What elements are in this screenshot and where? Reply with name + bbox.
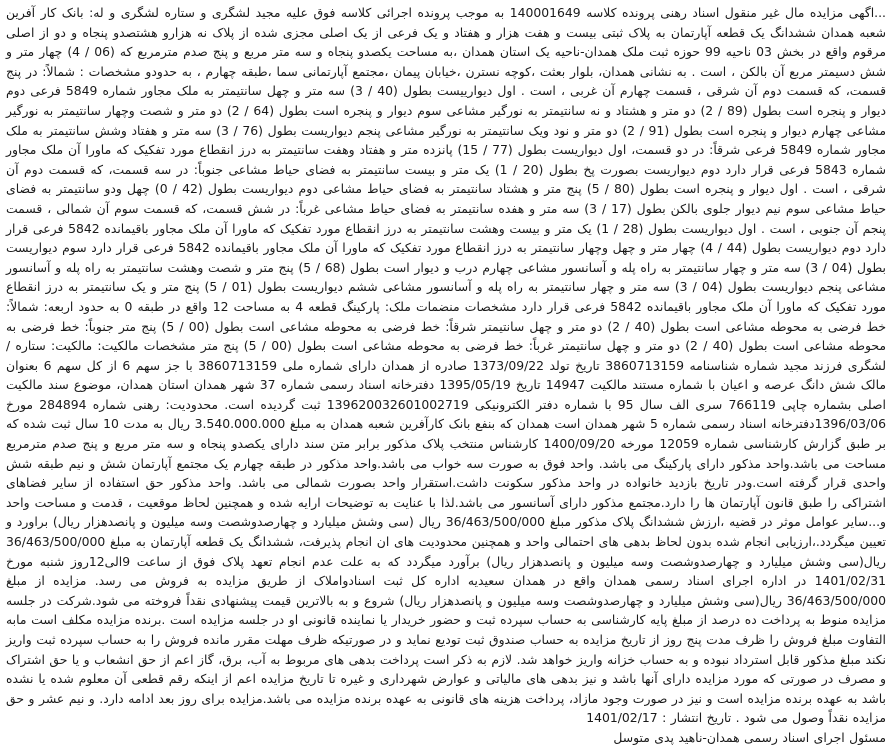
notice-body: ...اگهی مزایده مال غیر منقول اسناد رهنی پرونده کلاسه 140001649 به موجب پرونده اجرائی کلاسه فوق علیه مجید لشگری و ستاره لشگری و له: بانک کار آفرین شعبه همدان ششدانگ یک قطعه آپارتمان به پلاک ثبتی بیست و هفت هزار و هفتاد و یک فرعی از یک اصلی مجزی شده از پلاک نه هزارو هشتصدو پنجاه و دو از اصلی مرقوم واقع در بخش 03 ناحیه 99 حوزه ثبت ملک همدان-ناحیه یک استان همدان ،به مساحت یکصدو پنجاه و سه متر مربع و پنج صدم مترمربع که (06 / 4) چهار متر و شش دسیمتر مربع آن بالکن ، است . به نشانی همدان، بلوار بعثت ،کوچه نسترن ،خیابان پیمان ،مجتمع آپارتمانی سما ،طبقه چهارم ، به حدودو مشخصات : شمالاً: در پنج قسمت، که قسمت دوم آن شرقی ، قسمت چهارم آن غربی ، است . اول دیوارییست بطول (40 / 3) سه متر و چهل سانتیمتر به ملک مجاور شماره 5849 فرعی دوم دیوار و پنجره است بطول (89 / 2) دو متر و هشتاد و نه سانتیمتر به نورگیر مشاعی سوم دیوار و پنجره است بطول (64 / 2) دو متر و شصت وچهار سانتیمتر به نورگیر مشاعی چهارم دیوار و پنجره است بطول (91 / 2) دو متر و نود ویک سانتیمتر به نورگیر مشاعی پنجم دیواریست بطول (76 / 3) سه متر و هفتاد وشش سانتیمتر به ملک مجاور شماره 5849 فرعی شرقاً: در دو قسمت، اول دیواریست بطول (77 / 15) پانزده متر و هفتاد وهفت سانتیمتر به درز انقطاع مورد تفکیک که ماورا آن ملک مجاور شماره 5843 فرعی قرار دارد دوم دیواریست بصورت پخ بطول (20 / 1) یک متر و بیست سانتیمتر به فضای حیاط مشاعی جنوباً: در سه قسمت، که قسمت دوم آن شرقی ، است . اول دیوار و پنجره است بطول (80 / 5) پنج متر و هشتاد سانتیمتر به فضای حیاط مشاعی دوم دیواریست بطول (42 / 0) چهل ودو سانتیمتر به فضای حیاط مشاعی سوم نیم دیوار جلوی بالکن بطول (17 / 3) سه متر و هفده سانتیمتر به فضای حیاط مشاعی غرباً: در شش قسمت، که قسمت سوم آن شمالی ، قسمت پنجم آن جنوبی ، است . اول دیواریست بطول (28 / 1) یک متر و بیست وهشت سانتیمتر به درز انقطاع مورد تفکیک که ماورا آن ملک مجاور باقیمانده 5842 فرعی قرار دارد دوم دیواریست بطول (44 / 4) چهار متر و چهل وچهار سانتیمتر به درز انقطاع مورد تفکیک که ماورا آن ملک مجاور باقیمانده 5842 فرعی قرار دارد سوم دیواریست بطول (04 / 3) سه متر و چهار سانتیمتر به راه پله و آسانسور مشاعی چهارم درب و دیوار است بطول (68 / 5) پنج متر و شصت وهشت سانتیمتر به راه پله و آسانسور مشاعی پنجم دیواریست بطول (04 / 3) سه متر و چهار سانتیمتر به راه پله و آسانسور مشاعی ششم دیواریست بطول (01 / 5) پنج متر و یک سانتیمتر به درز انقطاع مورد تفکیک که ماورا آن ملک مجاور باقیمانده 5842 فرعی قرار دارد مشخصات منضمات ملک: پارکینگ قطعه 4 به مساحت 12 واقع در طبقه 0 به حدود اربعه: شمالاً: خط فرضی به محوطه مشاعی است بطول (40 / 2) دو متر و چهل سانتیمتر شرقاً: خط فرضی به محوطه مشاعی است بطول (00 / 5) پنج متر جنوباً: خط فرضی به محوطه مشاعی است بطول (40 / 2) دو متر و چهل سانتیمتر غرباً: خط فرضی به محوطه مشاعی است بطول (00 / 5) پنج متر مشخصات مالکیت: مالکیت: ستاره / لشگری فرزند مجید شماره شناسنامه 3860713159 تاریخ تولد 1373/09/22 صادره از همدان دارای شماره ملی 3860713159 با جز سهم 6 از کل سهم 6 بعنوان مالک شش دانگ عرصه و اعیان با شماره مستند مالکیت 14947 تاریخ 1395/05/19 دفترخانه اسناد رسمی شماره 37 شهر همدان استان همدان، موضوع سند مالکیت اصلی بشماره چاپی 766119 سری الف سال 95 با شماره دفتر الکترونیکی 139620032601002719 ثبت گردیده است. محدودیت: رهنی شماره 284894 مورخ 1396/03/06دفترخانه اسناد رسمی شماره 5 شهر همدان است همدان که بنفع بانک کارآفرین شعبه همدان به مبلغ 3.540.000.000 ریال به مدت 10 سال ثبت شده که بر طبق گزارش کارشناسی شماره 12059 مورخه 1400/09/20 کارشناس منتخب پلاک مذکور برابر متن سند دارای یکصدو پنجاه و سه متر مربع و پنج صدم مترمربع مساحت می باشد.واحد مذکور دارای پارکینگ می باشد. واحد فوق به صورت سه خواب می باشد.واحد مذکور در طبقه چهارم یک مجتمع آپارتمان شش و نیم طبقه شش واحدی قرار گرفته است.ودر تاریخ بازدید خانواده در واحد مذکور سکونت داشت.استقرار واحد بصورت شمالی می باشد. واحد مذکور حق استفاده از سایر فضاهای اشتراکی را طبق قانون آپارتمان ها را دارد.مجتمع مذکور دارای آسانسور می باشد.لذا با عنایت به توضیحات ارایه شده و همچنین لحاظ موقعیت ، قدمت و مساحت واحد و...سایر عوامل موثر در قضیه ،ارزش ششدانگ پلاک مذکور مبلغ 36/463/500/000 ریال (سی وشش میلیارد و چهارصدوشصت وسه میلیون و پانصدهزار ریال) براورد و تعیین میگردد.،ارزیابی انجام شده بدون لحاظ بدهی های احتمالی واحد و همچنین محدودیت های ان انجام پذیرفت، ششدانگ یک قطعه آپارتمان به مبلغ 36/463/500/000 ریال(سی وشش میلیارد و چهارصدوشصت وسه میلیون و پانصدهزار ریال) برآورد میگردد که به علت عدم انجام تعهد پلاک فوق از ساعت 9الی12روز شنبه مورخ 1401/02/31 در اداره اجرای اسناد رسمی همدان واقع در همدان سعیدیه اداره کل ثبت اسنادواملاک از طریق مزایده به فروش می رسد. مزایده از مبلغ 36/463/500/000 ریال(سی وشش میلیارد و چهارصدوشصت وسه میلیون و پانصدهزار ریال) شروع و به بالاترین قیمت پیشنهادی نقداً فروخته می شود.شرکت در جلسه مزایده منوط به پرداخت ده درصد از مبلغ پایه کارشناسی به حساب سپرده ثبت و حضور خریدار یا نماینده قانونی او در جلسه مزایده است .برنده مزایده مکلف است مابه التفاوت مبلغ فروش را ظرف مدت پنج روز از تاریخ مزایده به حساب صندوق ثبت تودیع نماید و در صورتیکه ظرف مهلت مقرر مانده فروش را به حساب سپرده ثبت واریز نکند مبلغ مذکور قابل استرداد نبوده و به حساب خزانه واریز خواهد شد. لازم به ذکر است پرداخت بدهی های مربوط به آب، برق، گاز اعم از حق انشعاب و یا حق اشتراک و مصرف در صورتی که مورد مزایده دارای آنها باشد و نیز بدهی های مالیاتی و عوارض شهرداری و غیره تا تاریخ مزایده اعم از اینکه رقم قطعی آن معلوم شده یا نشده باشد به عهده برنده مزایده است و نیز در صورت وجود مازاد، پرداخت هزینه های قانونی به عهده برنده مزایده می باشد.مزایده برای روز بعد ادامه دارد. و نیم عشر و حق مزایده نقداً وصول می شود . تاریخ انتشار : 1401/02/17 [6, 5, 887, 726]
notice-signature: مسئول اجرای اسناد رسمی همدان-ناهید پدی متوسل [613, 729, 886, 745]
